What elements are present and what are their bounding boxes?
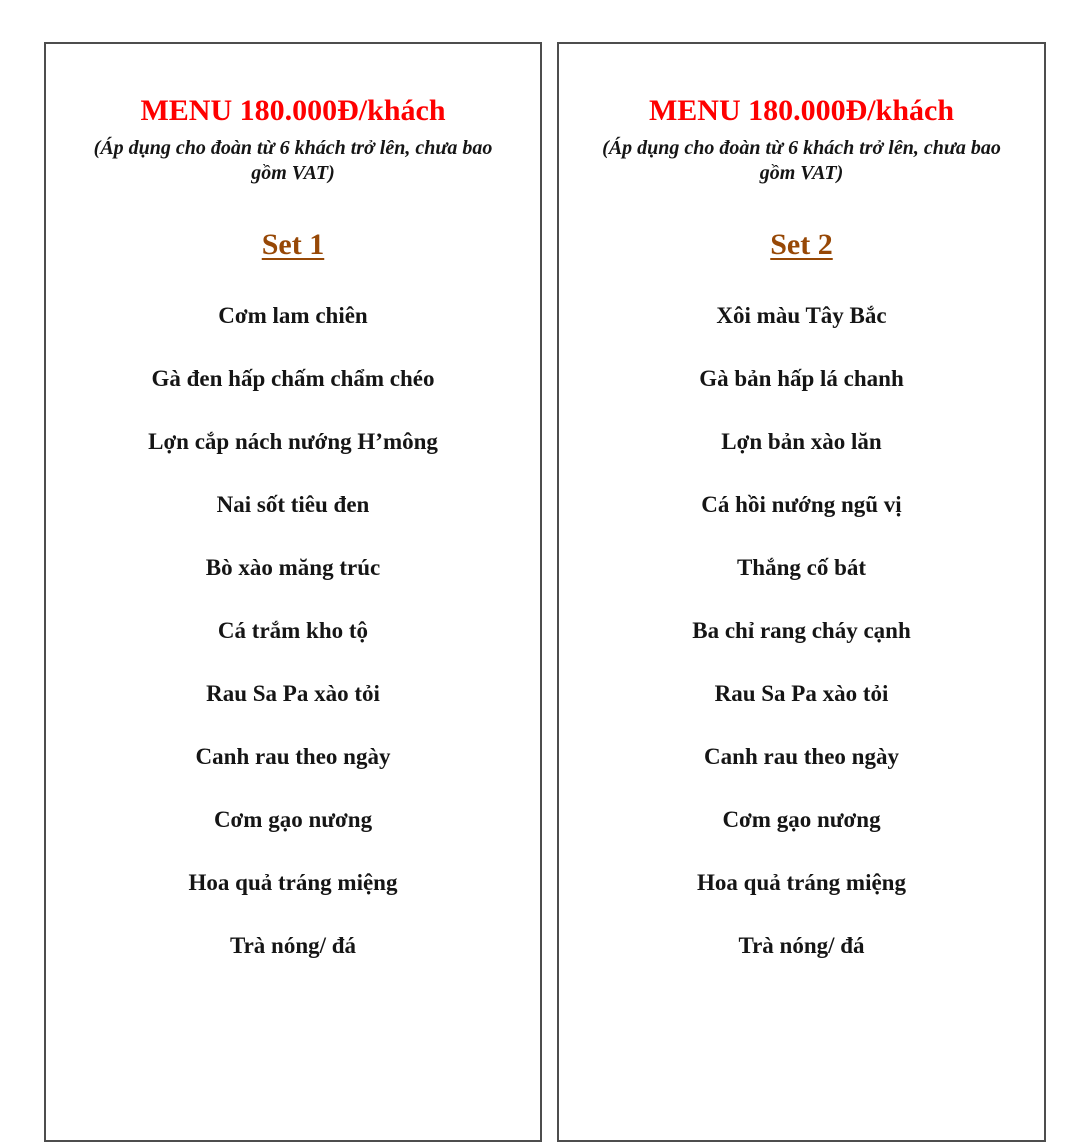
menu-item: Lợn bản xào lăn bbox=[721, 429, 882, 454]
menu-item-list bbox=[559, 302, 1044, 960]
menu-item: Cơm gạo nương bbox=[213, 807, 373, 832]
menu-item: Cơm gạo nương bbox=[722, 807, 881, 832]
menu-item: Cá trắm kho tộ bbox=[217, 618, 369, 643]
menu-item: Rau Sa Pa xào tỏi bbox=[206, 681, 380, 706]
menu-item: Trà nóng/ đá bbox=[738, 933, 865, 958]
menu-item: Lợn cắp nách nướng H’mông bbox=[148, 429, 438, 454]
menu-item: Hoa quả tráng miệng bbox=[188, 870, 398, 895]
menu-item: Bò xào măng trúc bbox=[205, 555, 381, 580]
menu-conditions-note: (Áp dụng cho đoàn từ 6 khách trở lên, chưa bao gồm VAT) bbox=[93, 137, 493, 184]
menu-item-list bbox=[46, 302, 540, 960]
menu-item: Thắng cố bát bbox=[736, 555, 867, 580]
set-heading: Set 2 bbox=[770, 228, 833, 261]
menu-card-set-1 bbox=[44, 42, 542, 1142]
menu-item: Ba chỉ rang cháy cạnh bbox=[692, 618, 911, 643]
menu-item: Canh rau theo ngày bbox=[195, 744, 391, 769]
menu-item: Gà đen hấp chấm chẩm chéo bbox=[151, 366, 435, 391]
menu-item: Canh rau theo ngày bbox=[704, 744, 899, 769]
menu-item: Hoa quả tráng miệng bbox=[697, 870, 906, 895]
menu-item: Cơm lam chiên bbox=[218, 303, 368, 328]
set-heading: Set 1 bbox=[261, 228, 325, 261]
menu-price-title: MENU 180.000Đ/khách bbox=[140, 94, 446, 127]
menu-item: Cá hồi nướng ngũ vị bbox=[701, 492, 902, 517]
menu-price-title: MENU 180.000Đ/khách bbox=[648, 94, 955, 127]
menu-item: Nai sốt tiêu đen bbox=[216, 492, 370, 517]
menu-item: Trà nóng/ đá bbox=[229, 933, 357, 958]
menu-conditions-note: (Áp dụng cho đoàn từ 6 khách trở lên, chưa bao gồm VAT) bbox=[602, 137, 1001, 184]
menu-item: Rau Sa Pa xào tỏi bbox=[714, 681, 889, 706]
menu-card-set-2 bbox=[557, 42, 1046, 1142]
menu-item: Xôi màu Tây Bắc bbox=[716, 303, 887, 328]
menu-item: Gà bản hấp lá chanh bbox=[699, 366, 904, 391]
